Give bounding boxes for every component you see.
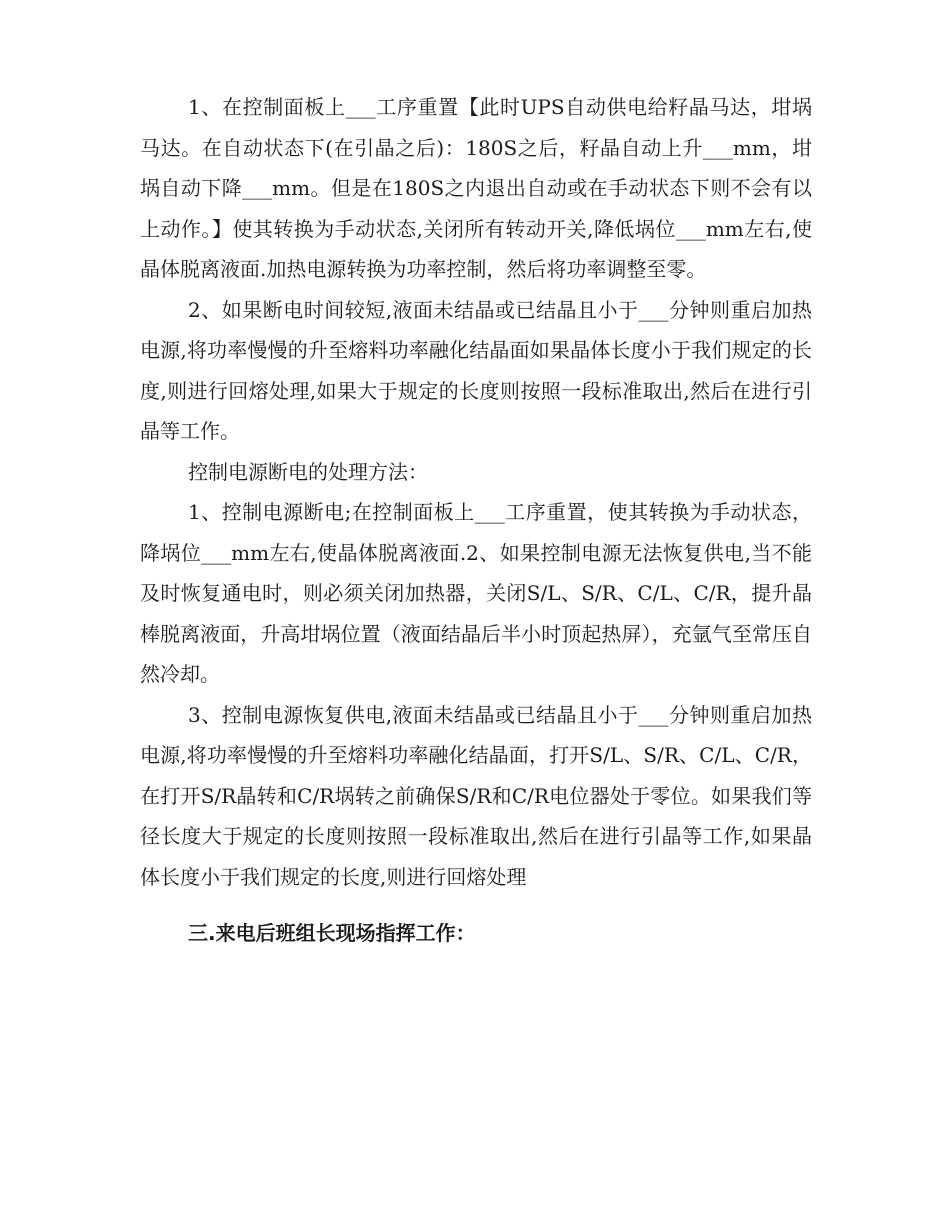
document-page [140, 87, 812, 954]
paragraph-control-power-off: 1、控制电源断电;在控制面板上___工序重置，使其转换为手动状态，降埚位___mm左右,使晶体脱离液面.2、如果控制电源无法恢复供电,当不能及时恢复通电时，则必须关闭加热器，关闭S/L、S/R、C/L、C/R，提升晶棒脱离液面，升高坩埚位置（液面结晶后半小时顶起热屏），充氩气至常压自然冷却。 [140, 500, 812, 686]
section-heading: 三.来电后班组长现场指挥工作： [188, 921, 476, 945]
paragraph-ups-reset: 1、在控制面板上___工序重置【此时UPS自动供电给籽晶马达，坩埚马达。在自动状态下(在引晶之后)：180S之后，籽晶自动上升___mm，坩埚自动下降___mm。但是在180S之内退出自动或在手动状态下则不会有以上动作。】使其转换为手动状态,关闭所有转动开关,降低埚位___mm左右,使晶体脱离液面.加热电源转换为功率控制，然后将功率调整至零。 [140, 95, 812, 281]
paragraph-short-outage: 2、如果断电时间较短,液面未结晶或已结晶且小于___分钟则重启加热电源,将功率慢慢的升至熔料功率融化结晶面如果晶体长度小于我们规定的长度,则进行回熔处理,如果大于规定的长度则按照一段标准取出,然后在进行引晶等工作。 [140, 297, 812, 443]
paragraph-control-power-title: 控制电源断电的处理方法： [188, 459, 428, 484]
paragraph-control-power-restore: 3、控制电源恢复供电,液面未结晶或已结晶且小于___分钟则重启加热电源,将功率慢慢的升至熔料功率融化结晶面，打开S/L、S/R、C/L、C/R，在打开S/R晶转和C/R埚转之前确保S/R和C/R电位器处于零位。如果我们等径长度大于规定的长度则按照一段标准取出,然后在进行引晶等工作,如果晶体长度小于我们规定的长度,则进行回熔处理 [140, 702, 812, 889]
